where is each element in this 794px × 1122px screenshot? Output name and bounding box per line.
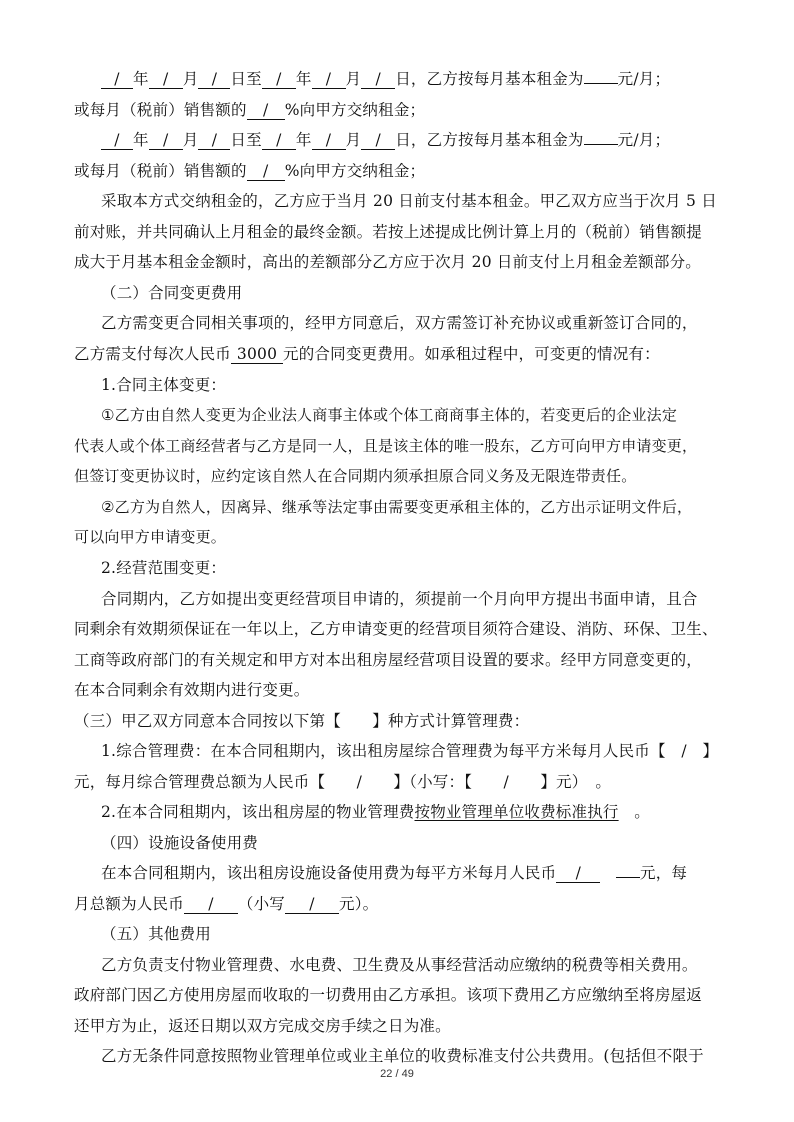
text-line <box>74 100 425 120</box>
text-segment: 元/月； <box>617 131 671 149</box>
text-line <box>74 436 697 456</box>
fill-in-blank: / <box>247 162 285 181</box>
text-segment: 政府部门因乙方使用房屋而收取的一切费用由乙方承担。该项下费用乙方应缴纳至将房屋返 <box>74 986 703 1004</box>
text-segment <box>600 864 616 882</box>
text-segment: 月 <box>182 131 199 149</box>
fill-in-blank: / <box>262 70 296 89</box>
text-line <box>74 650 702 670</box>
text-segment: 或每月（税前）销售额的 <box>74 101 247 119</box>
text-line <box>74 772 611 792</box>
text-segment: （三）甲乙双方同意本合同按以下第【 】种方式计算管理费： <box>74 712 530 730</box>
text-segment: （四）设施设备使用费 <box>101 834 259 852</box>
fill-in-blank: / <box>149 70 183 89</box>
text-segment: （五）其他费用 <box>101 925 211 943</box>
text-segment: 可以向甲方申请变更。 <box>74 528 227 546</box>
text-line <box>101 497 692 517</box>
fill-in-blank <box>584 144 618 145</box>
text-line <box>101 589 698 609</box>
text-line <box>101 863 687 883</box>
text-segment: 乙方负责支付物业管理费、水电费、卫生费及从事经营活动应缴纳的税费等相关费用。 <box>101 956 698 974</box>
text-line <box>74 527 226 547</box>
text-segment: 元，每 <box>640 864 688 882</box>
fill-in-blank: / <box>149 131 183 150</box>
text-segment: 年 <box>133 70 149 88</box>
fill-in-blank: / <box>285 895 339 914</box>
fill-in-blank <box>616 877 640 878</box>
text-segment: 前对账，并共同确认上月租金的最终金额。若按上述提成比例计算上月的（税前）销售额提 <box>74 223 703 241</box>
text-line <box>74 344 660 364</box>
text-segment: 元/月； <box>617 70 671 88</box>
text-line <box>74 985 702 1005</box>
text-line <box>74 711 529 731</box>
text-line <box>101 833 258 853</box>
text-line <box>74 894 378 914</box>
text-line <box>74 619 718 639</box>
text-segment: 日至 <box>230 131 262 149</box>
fill-in-blank: / <box>101 131 133 150</box>
text-segment: 年 <box>133 131 149 149</box>
text-line <box>74 222 702 242</box>
text-segment: 月总额为人民币 <box>74 895 184 913</box>
text-line <box>101 69 670 89</box>
text-segment: 元的合同变更费用。如承租过程中，可变更的情况有： <box>283 345 660 363</box>
text-segment: 还甲方为止，返还日期以双方完成交房手续之日为准。 <box>74 1017 451 1035</box>
text-segment: 工商等政府部门的有关规定和甲方对本出租房屋经营项目设置的要求。经甲方同意变更的， <box>74 651 703 669</box>
text-segment: 月 <box>345 131 362 149</box>
fill-in-blank: / <box>361 131 395 150</box>
text-segment: ①乙方由自然人变更为企业法人商事主体或个体工商商事主体的，若变更后的企业法定 <box>101 406 678 424</box>
text-line <box>101 191 717 211</box>
text-segment: 元）。 <box>339 895 379 913</box>
text-line <box>101 955 698 975</box>
text-segment: 乙方需支付每次人民币 <box>74 345 232 363</box>
text-segment: %向甲方交纳租金； <box>284 101 426 119</box>
text-segment: 2.在本合同租期内，该出租房屋的物业管理费 <box>101 803 415 821</box>
fill-in-blank: / <box>247 101 285 120</box>
fill-in-blank: / <box>198 131 230 150</box>
text-segment: 年 <box>295 131 312 149</box>
text-segment: 乙方无条件同意按照物业管理单位或业主单位的收费标准支付公共费用。(包括但不限于 <box>101 1047 704 1065</box>
text-segment: %向甲方交纳租金； <box>284 162 426 180</box>
text-segment: 元，每月综合管理费总额为人民币【 / 】（小写：【 / 】元） 。 <box>74 773 612 791</box>
text-line <box>101 802 650 822</box>
text-segment: 同剩余有效期须保证在一年以上，乙方申请变更的经营项目须符合建设、消防、环保、卫生、 <box>74 620 718 638</box>
text-line <box>74 161 425 181</box>
fill-in-blank: / <box>556 864 600 883</box>
text-segment: 月 <box>182 70 199 88</box>
text-line <box>74 466 636 486</box>
text-segment: 合同期内，乙方如提出变更经营项目申请的，须提前一个月向甲方提出书面申请，且合 <box>101 590 698 608</box>
text-line <box>101 283 242 303</box>
fill-in-blank <box>584 83 618 84</box>
text-line <box>101 313 698 333</box>
text-segment: 日，乙方按每月基本租金为 <box>395 70 584 88</box>
text-segment: 在本合同租期内，该出租房设施设备使用费为每平方米每月人民币 <box>101 864 557 882</box>
text-segment: 代表人或个体工商经营者与乙方是同一人，且是该主体的唯一股东，乙方可向甲方申请变更， <box>74 437 698 455</box>
fill-in-blank: / <box>184 895 238 914</box>
text-line <box>101 405 677 425</box>
text-segment: 采取本方式交纳租金的，乙方应于当月 20 日前支付基本租金。甲乙双方应当于次月 5 日 <box>101 192 717 210</box>
text-line <box>74 252 701 272</box>
fill-in-blank: / <box>101 70 133 89</box>
text-segment: 但签订变更协议时，应约定该自然人在合同期内须承担原合同义务及无限连带责任。 <box>74 467 637 485</box>
text-line <box>101 924 211 944</box>
underlined-text: 按物业管理单位收费标准执行 <box>414 803 619 821</box>
text-segment: ②乙方为自然人，因离异、继承等法定事由需要变更承租主体的，乙方出示证明文件后， <box>101 498 693 516</box>
text-segment: 1.合同主体变更： <box>101 376 227 394</box>
text-segment: 。 <box>618 803 651 821</box>
text-segment: 2.经营范围变更： <box>101 559 227 577</box>
text-line <box>101 1046 704 1066</box>
text-segment: 1.综合管理费：在本合同租期内，该出租房屋综合管理费为每平方米每月人民币【 / 】 <box>101 742 719 760</box>
fill-in-blank: 3000 <box>231 345 283 364</box>
text-segment: 日至 <box>230 70 262 88</box>
page-number: 22 / 49 <box>380 1068 414 1080</box>
text-segment: （二）合同变更费用 <box>101 284 243 302</box>
fill-in-blank: / <box>262 131 296 150</box>
text-segment: （小写 <box>237 895 286 913</box>
text-segment: 在本合同剩余有效期内进行变更。 <box>74 681 310 699</box>
text-segment: 年 <box>295 70 312 88</box>
text-line <box>74 1016 451 1036</box>
fill-in-blank: / <box>361 70 395 89</box>
text-segment: 乙方需变更合同相关事项的，经甲方同意后，双方需签订补充协议或重新签订合同的， <box>101 314 698 332</box>
text-line <box>101 375 226 395</box>
text-segment: 成大于月基本租金金额时，高出的差额部分乙方应于次月 20 日前支付上月租金差额部分。 <box>74 253 701 271</box>
text-line <box>101 558 226 578</box>
text-line <box>101 741 718 761</box>
fill-in-blank: / <box>198 70 230 89</box>
text-segment: 或每月（税前）销售额的 <box>74 162 247 180</box>
text-line <box>74 680 310 700</box>
fill-in-blank: / <box>312 131 346 150</box>
text-line <box>101 130 670 150</box>
fill-in-blank: / <box>312 70 346 89</box>
text-segment: 日，乙方按每月基本租金为 <box>395 131 584 149</box>
text-segment: 月 <box>345 70 362 88</box>
